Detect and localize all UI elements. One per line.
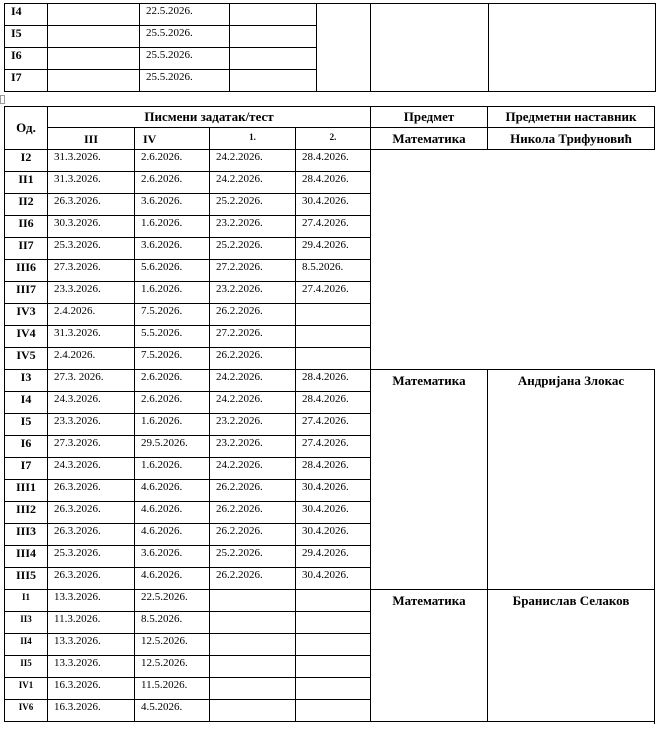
date-cell: 24.2.2026. [210,172,296,194]
date-cell: 26.2.2026. [210,480,296,502]
subject-cell: Математика [371,128,488,150]
date-cell: 29.4.2026. [296,546,371,568]
table-row [5,348,655,370]
test-header: Писмени задатак/тест [48,107,371,128]
date-cell: 12.5.2026. [135,634,210,656]
date-cell: 22.5.2026. [135,590,210,612]
date-cell [296,612,371,634]
table-row [5,282,655,304]
date-cell: 24.3.2026. [48,392,135,414]
date-cell: 30.4.2026. [296,502,371,524]
date-cell: 1.6.2026. [135,458,210,480]
class-cell: I7 [5,70,48,92]
date-cell: 4.6.2026. [135,502,210,524]
date-cell: 7.5.2026. [135,304,210,326]
date-cell: 2.6.2026. [135,392,210,414]
date-cell: 8.5.2026. [135,612,210,634]
class-cell: III2 [5,502,48,524]
class-cell: I3 [5,370,48,392]
date-cell [296,590,371,612]
date-cell: 28.4.2026. [296,172,371,194]
date-cell: 31.3.2026. [48,172,135,194]
class-cell: III6 [5,260,48,282]
date-cell [296,700,371,722]
date-cell: 2.4.2026. [48,304,135,326]
subheader-term-4: IV [135,128,210,150]
date-cell: 30.4.2026. [296,480,371,502]
date-cell: 26.3.2026. [48,480,135,502]
date-cell [296,326,371,348]
date-cell: 4.6.2026. [135,568,210,590]
date-cell [296,348,371,370]
teacher-cell: Андријана Злокас [488,370,655,590]
date-cell: 27.4.2026. [296,414,371,436]
subject-cell [371,4,489,92]
date-cell: 2.6.2026. [135,172,210,194]
class-cell: I4 [5,4,48,26]
date-cell: 29.4.2026. [296,238,371,260]
date-cell: 22.5.2026. [140,4,230,26]
date-cell: 25.3.2026. [48,546,135,568]
date-cell: 1.6.2026. [135,414,210,436]
date-cell [210,590,296,612]
date-cell: 26.3.2026. [48,194,135,216]
date-cell: 12.5.2026. [135,656,210,678]
date-cell: 26.2.2026. [210,502,296,524]
date-cell: 30.4.2026. [296,194,371,216]
subheader-test-1: 1. [210,128,296,150]
date-cell [230,70,317,92]
date-cell: 31.3.2026. [48,326,135,348]
date-cell: 23.2.2026. [210,436,296,458]
date-cell: 25.2.2026. [210,546,296,568]
table-row [5,590,655,612]
date-cell: 16.3.2026. [48,678,135,700]
class-cell: I5 [5,26,48,48]
date-cell: 28.4.2026. [296,150,371,172]
header-row [5,107,655,128]
subject-cell: Математика [371,370,488,590]
class-cell: II2 [5,194,48,216]
date-cell: 23.2.2026. [210,282,296,304]
previous-schedule-table [4,3,656,92]
subject-cell: Математика [371,590,488,722]
date-cell [48,26,140,48]
date-cell: 1.6.2026. [135,216,210,238]
date-cell: 30.4.2026. [296,524,371,546]
date-cell: 23.2.2026. [210,216,296,238]
class-cell: II7 [5,238,48,260]
date-cell: 24.2.2026. [210,392,296,414]
class-cell: II3 [5,612,48,634]
date-cell [210,678,296,700]
class-cell: I5 [5,414,48,436]
class-cell: IV4 [5,326,48,348]
date-cell: 5.6.2026. [135,260,210,282]
date-cell: 11.3.2026. [48,612,135,634]
table-row [5,260,655,282]
date-cell: 30.4.2026. [296,568,371,590]
class-cell: II6 [5,216,48,238]
date-cell: 25.3.2026. [48,238,135,260]
empty-cell [317,4,371,92]
date-cell: 4.6.2026. [135,524,210,546]
date-cell: 23.3.2026. [48,282,135,304]
class-cell: IV5 [5,348,48,370]
date-cell: 4.6.2026. [135,480,210,502]
class-cell: III5 [5,568,48,590]
date-cell: 26.3.2026. [48,568,135,590]
teacher-cell: Никола Трифуновић [488,128,655,150]
date-cell [48,4,140,26]
date-cell: 2.6.2026. [135,150,210,172]
date-cell: 23.2.2026. [210,414,296,436]
date-cell: 25.2.2026. [210,238,296,260]
date-cell: 27.4.2026. [296,282,371,304]
date-cell [296,656,371,678]
date-cell: 24.2.2026. [210,150,296,172]
class-cell: IV6 [5,700,48,722]
date-cell: 11.5.2026. [135,678,210,700]
date-cell: 3.6.2026. [135,238,210,260]
table-row [5,216,655,238]
date-cell: 25.5.2026. [140,26,230,48]
date-cell: 28.4.2026. [296,370,371,392]
date-cell: 27.4.2026. [296,216,371,238]
date-cell: 25.5.2026. [140,70,230,92]
teacher-cell: Бранислав Селаков [488,590,655,722]
date-cell: 27.3.2026. [48,436,135,458]
table-row [5,194,655,216]
table-row [5,304,655,326]
date-cell [210,634,296,656]
date-cell [210,700,296,722]
date-cell: 26.2.2026. [210,524,296,546]
subheader-row [5,128,655,150]
date-cell [230,26,317,48]
date-cell: 26.2.2026. [210,304,296,326]
date-cell: 27.3. 2026. [48,370,135,392]
table-row [5,4,656,26]
class-cell: IV1 [5,678,48,700]
class-cell: II5 [5,656,48,678]
date-cell: 24.3.2026. [48,458,135,480]
date-cell: 16.3.2026. [48,700,135,722]
class-cell: III1 [5,480,48,502]
date-cell: 1.6.2026. [135,282,210,304]
table-row [5,326,655,348]
date-cell: 13.3.2026. [48,590,135,612]
date-cell: 30.3.2026. [48,216,135,238]
class-cell: II1 [5,172,48,194]
table-row [5,238,655,260]
table-row [5,150,655,172]
date-cell: 24.2.2026. [210,458,296,480]
date-cell: 3.6.2026. [135,546,210,568]
class-cell: I7 [5,458,48,480]
date-cell: 8.5.2026. [296,260,371,282]
date-cell: 25.2.2026. [210,194,296,216]
date-cell: 26.2.2026. [210,568,296,590]
date-cell: 27.3.2026. [48,260,135,282]
date-cell: 5.5.2026. [135,326,210,348]
date-cell: 13.3.2026. [48,656,135,678]
date-cell [296,304,371,326]
date-cell: 27.2.2026. [210,326,296,348]
date-cell: 29.5.2026. [135,436,210,458]
class-cell: I6 [5,48,48,70]
date-cell: 7.5.2026. [135,348,210,370]
paragraph-mark [0,95,5,104]
class-cell: III7 [5,282,48,304]
table-row [5,370,655,392]
subheader-test-2: 2. [296,128,371,150]
date-cell: 26.3.2026. [48,502,135,524]
date-cell: 23.3.2026. [48,414,135,436]
date-cell [296,678,371,700]
date-cell: 3.6.2026. [135,194,210,216]
date-cell: 27.4.2026. [296,436,371,458]
schedule-table [4,106,655,722]
date-cell [48,48,140,70]
teacher-header: Предметни наставник [488,107,655,128]
text-cursor [654,710,655,724]
date-cell: 2.4.2026. [48,348,135,370]
class-cell: I6 [5,436,48,458]
date-cell [48,70,140,92]
subject-header: Предмет [371,107,488,128]
date-cell [210,656,296,678]
class-cell: IV3 [5,304,48,326]
class-cell: II4 [5,634,48,656]
date-cell: 28.4.2026. [296,458,371,480]
date-cell: 26.3.2026. [48,524,135,546]
date-cell: 4.5.2026. [135,700,210,722]
date-cell: 28.4.2026. [296,392,371,414]
class-cell: I2 [5,150,48,172]
class-cell: III4 [5,546,48,568]
date-cell: 27.2.2026. [210,260,296,282]
date-cell: 31.3.2026. [48,150,135,172]
date-cell: 24.2.2026. [210,370,296,392]
date-cell: 25.5.2026. [140,48,230,70]
date-cell [230,48,317,70]
subheader-term-3: III [48,128,135,150]
date-cell [296,634,371,656]
date-cell: 2.6.2026. [135,370,210,392]
table-row [5,172,655,194]
date-cell [210,612,296,634]
class-cell: I4 [5,392,48,414]
teacher-cell [489,4,656,92]
class-cell: I1 [5,590,48,612]
date-cell: 13.3.2026. [48,634,135,656]
class-cell: III3 [5,524,48,546]
class-header: Од. [5,107,48,150]
date-cell [230,4,317,26]
date-cell: 26.2.2026. [210,348,296,370]
